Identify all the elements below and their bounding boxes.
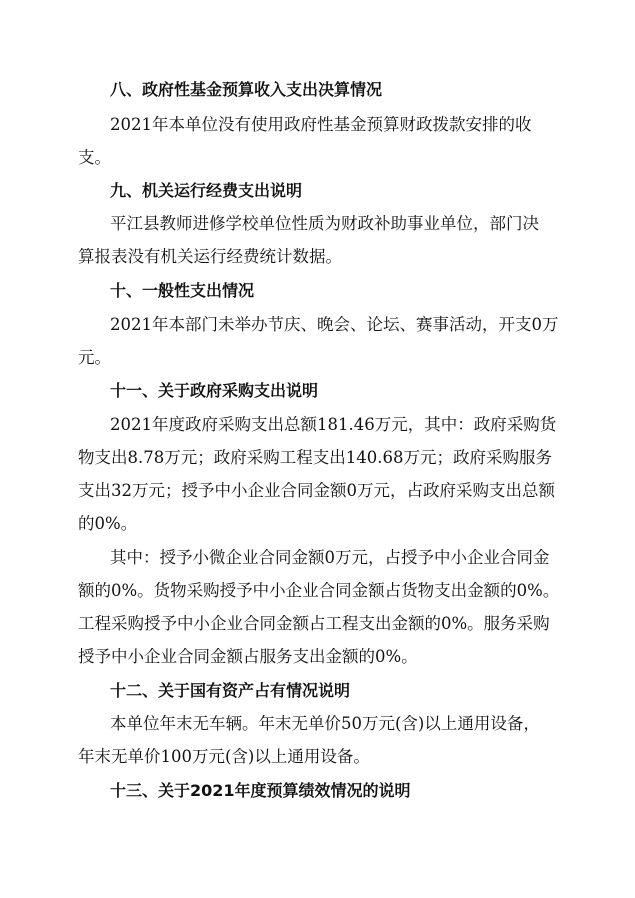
paragraph-line: 本单位年末无车辆。年末无单价50万元(含)以上通用设备，	[110, 714, 540, 733]
paragraph-line: 工程采购授予中小企业合同金额占工程支出金额的0%。服务采购	[78, 614, 550, 633]
paragraph-line: 的0%。	[78, 514, 138, 533]
section-heading-9: 九、机关运行经费支出说明	[110, 181, 303, 200]
section-heading-12: 十二、关于国有资产占有情况说明	[110, 681, 351, 700]
section-heading-10: 十、一般性支出情况	[110, 281, 255, 300]
paragraph-line: 平江县教师进修学校单位性质为财政补助事业单位，部门决	[110, 214, 539, 233]
paragraph-line: 2021年度政府采购支出总额181.46万元，其中：政府采购货	[110, 415, 557, 434]
section-heading-11: 十一、关于政府采购支出说明	[110, 381, 319, 400]
section-heading-8: 八、政府性基金预算收入支出决算情况	[110, 80, 383, 99]
paragraph-line: 支出32万元；授予中小企业合同金额0万元，占政府采购支出总额	[78, 481, 555, 500]
paragraph-line: 支。	[78, 148, 111, 167]
paragraph-line: 其中：授予小微企业合同金额0万元，占授予中小企业合同金	[110, 548, 550, 567]
paragraph-line: 授予中小企业合同金额占服务支出金额的0%。	[78, 647, 418, 666]
paragraph-line: 算报表没有机关运行经费统计数据。	[78, 247, 342, 266]
paragraph-line: 物支出8.78万元；政府采购工程支出140.68万元；政府采购服务	[78, 448, 552, 467]
paragraph-line: 2021年本单位没有使用政府性基金预算财政拨款安排的收	[110, 115, 532, 134]
paragraph-line: 元。	[78, 348, 111, 367]
section-heading-13: 十三、关于2021年度预算绩效情况的说明	[110, 781, 411, 800]
paragraph-line: 2021年本部门未举办节庆、晚会、论坛、赛事活动，开支0万	[110, 315, 559, 334]
paragraph-line: 年末无单价100万元(含)以上通用设备。	[78, 747, 370, 766]
paragraph-line: 额的0%。货物采购授予中小企业合同金额占货物支出金额的0%。	[78, 581, 560, 600]
